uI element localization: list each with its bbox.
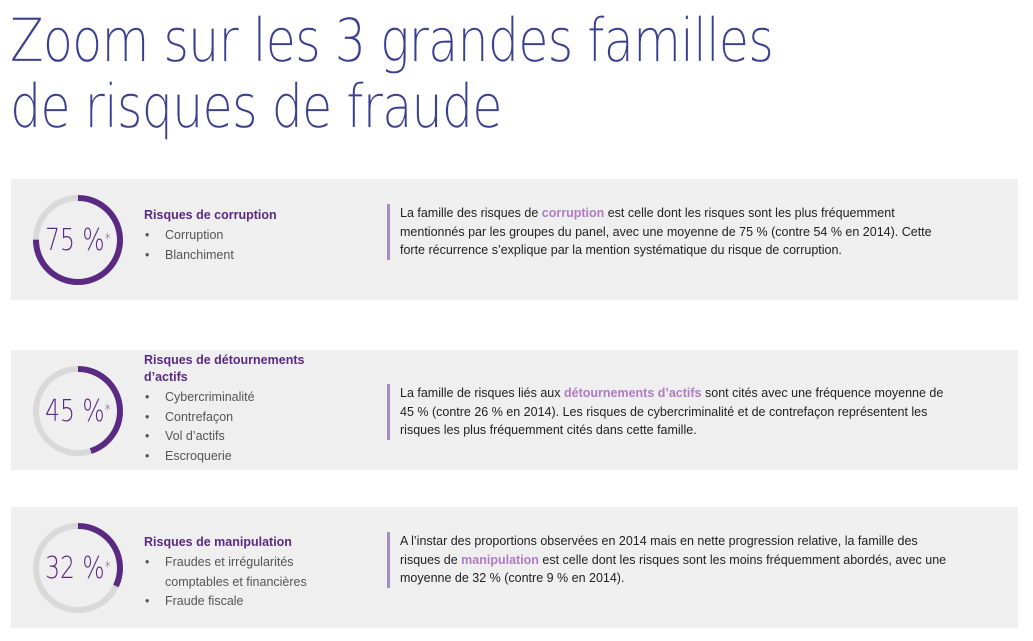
highlight-term: corruption xyxy=(541,206,605,220)
list-item: • Escroquerie xyxy=(144,447,319,467)
risk-category xyxy=(144,352,319,466)
category-title: Risques de corruption xyxy=(144,208,277,222)
percent-value: 75 % * xyxy=(45,222,111,258)
risk-list xyxy=(144,226,314,265)
list-item: • Cybercriminalité xyxy=(144,388,319,408)
risk-family-card-corruption xyxy=(11,179,1018,300)
list-item: • Corruption xyxy=(144,226,314,246)
list-item: • Fraudes et irrégularités comptables et financières xyxy=(144,553,344,592)
list-item: • Blanchiment xyxy=(144,246,314,266)
percent-value: 32 % * xyxy=(45,550,111,586)
category-title: Risques de détournements d’actifs xyxy=(144,353,305,384)
page-title: Zoom sur les 3 grandes familles de risques de fraude xyxy=(10,6,774,142)
risk-category xyxy=(144,207,314,265)
risk-category xyxy=(144,534,344,612)
family-description: A l’instar des proportions observées en 2014 mais en nette progression relative, la famille des risques de manipulation est celle dont les risques sont les moins fréquemment abordés, avec une moyenne de 32 % (contre 9 % en 2014). xyxy=(387,532,960,588)
progress-ring xyxy=(33,195,123,285)
highlight-term: détournements d’actifs xyxy=(563,386,702,400)
list-item: • Vol d’actifs xyxy=(144,427,319,447)
percent-value: 45 % * xyxy=(45,393,111,429)
progress-ring xyxy=(33,366,123,456)
list-item: • Contrefaçon xyxy=(144,408,319,428)
family-description: La famille de risques liés aux détournements d’actifs sont cités avec une fréquence moyenne de 45 % (contre 26 % en 2014). Les risques de cybercriminalité et de contrefaçon représentent les risques les plus fréquemment cités dans cette famille. xyxy=(387,384,960,440)
family-description: La famille des risques de corruption est celle dont les risques sont les plus fréquemment mentionnés par les groupes du panel, avec une moyenne de 75 % (contre 54 % en 2014). Cette forte récurrence s’explique par la mention systématique du risque de corruption. xyxy=(387,204,960,260)
risk-list xyxy=(144,388,319,466)
progress-ring xyxy=(33,523,123,613)
highlight-term: manipulation xyxy=(461,552,539,567)
risk-family-card-detournements xyxy=(11,350,1018,470)
category-title: Risques de manipulation xyxy=(144,535,292,549)
risk-list xyxy=(144,553,344,612)
list-item: • Fraude fiscale xyxy=(144,592,344,612)
risk-family-card-manipulation xyxy=(11,507,1018,628)
